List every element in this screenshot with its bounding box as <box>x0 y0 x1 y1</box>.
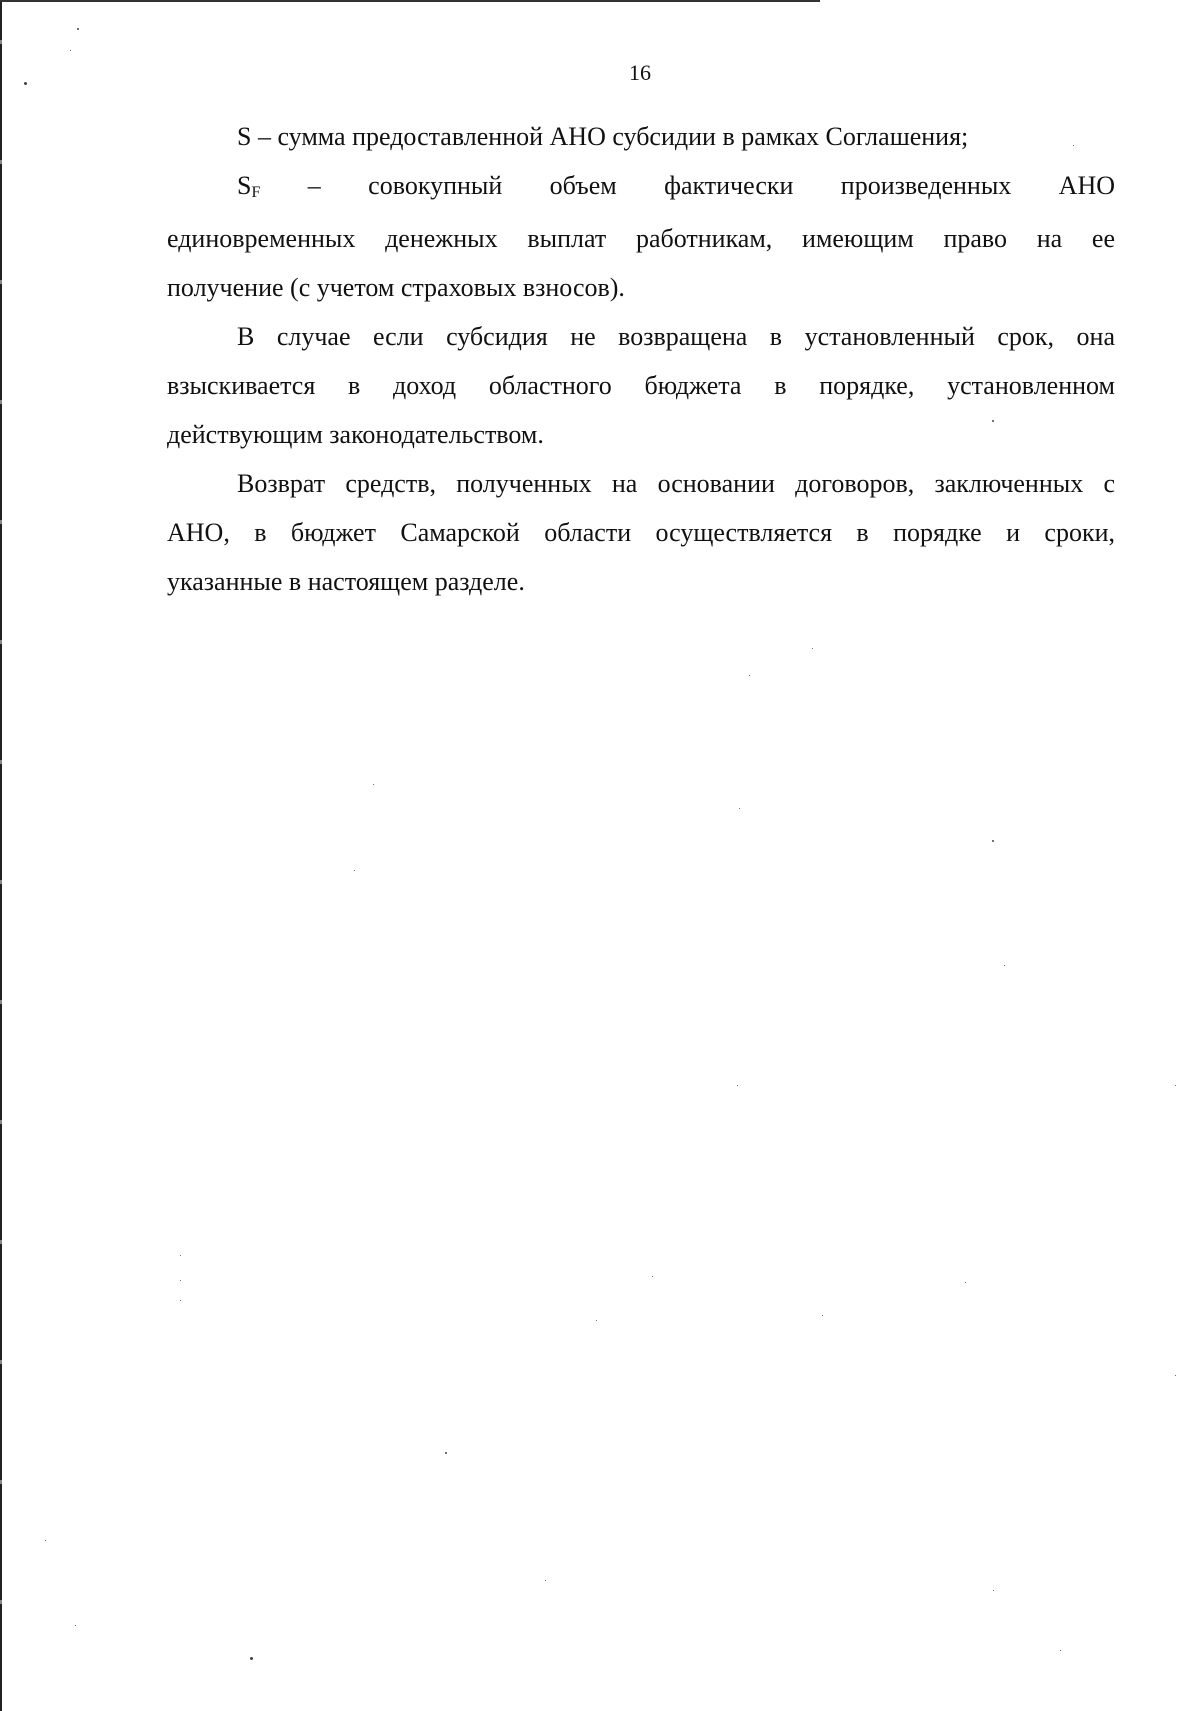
document-body <box>167 112 1115 606</box>
paragraph-subsidy-recovery <box>167 312 1115 459</box>
paragraph-line: действующим законодательством. <box>167 420 544 449</box>
paragraph-line: В случае если субсидия не возвращена в установленный срок, она <box>237 322 1115 351</box>
paragraph-line: взыскивается в доход областного бюджета в порядке, установленном <box>167 371 1115 400</box>
paragraph-line: единовременных денежных выплат работникам, имеющим право на ее <box>167 224 1115 253</box>
paragraph-line: Возврат средств, полученных на основании договоров, заключенных с <box>237 469 1115 498</box>
page-number: 16 <box>629 60 651 85</box>
paragraph-line: получение (с учетом страховых взносов). <box>167 273 625 302</box>
paragraph-line: указанные в настоящем разделе. <box>167 567 525 596</box>
paragraph-s-definition <box>167 112 1115 161</box>
paragraph-funds-return <box>167 459 1115 606</box>
symbol-subscript-f: F <box>251 184 261 201</box>
scan-left-border <box>0 0 2 1711</box>
symbol-s: S <box>237 171 252 200</box>
paragraph-line <box>167 161 1115 214</box>
paragraph-line: АНО, в бюджет Самарской области осуществляется в порядке и сроки, <box>167 518 1115 547</box>
paragraph-line-rest: – совокупный объем фактически произведенных АНО <box>307 171 1116 200</box>
paragraph-sf-definition <box>167 161 1115 312</box>
paragraph-line: S – сумма предоставленной АНО субсидии в рамках Соглашения; <box>237 122 969 151</box>
scan-top-border <box>0 0 820 2</box>
